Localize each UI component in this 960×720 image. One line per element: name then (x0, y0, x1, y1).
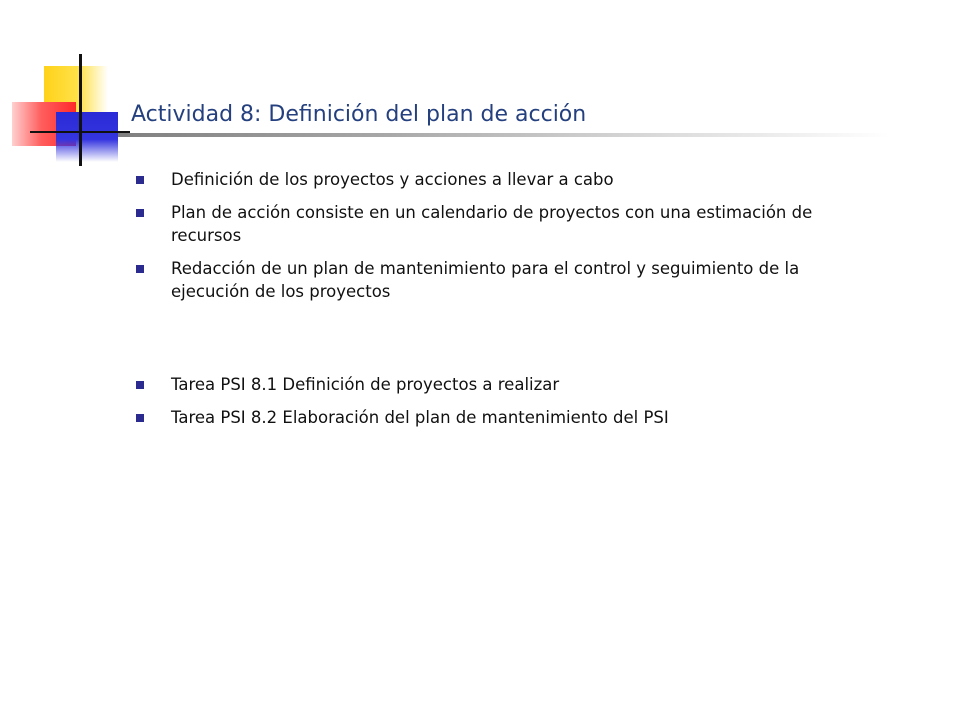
bullet-square-icon (136, 265, 144, 273)
logo-blue-square (56, 112, 118, 162)
bullet-text: Tarea PSI 8.1 Definición de proyectos a realizar (171, 375, 560, 394)
bullet-item (136, 168, 876, 191)
bullet-text: Definición de los proyectos y acciones a llevar a cabo (171, 170, 614, 189)
bullet-text: Tarea PSI 8.2 Elaboración del plan de mantenimiento del PSI (171, 408, 669, 427)
bullet-square-icon (136, 176, 144, 184)
bullet-text: Redacción de un plan de mantenimiento para el control y seguimiento de la ejecución de los proyectos (171, 259, 800, 301)
bullet-item (136, 406, 876, 429)
bullet-square-icon (136, 209, 144, 217)
bullet-item (136, 257, 876, 303)
logo-vertical-line (79, 54, 82, 166)
bullet-text: Plan de acción consiste en un calendario de proyectos con una estimación de recursos (171, 203, 813, 245)
logo-horizontal-line (30, 131, 130, 133)
slide-title: Actividad 8: Definición del plan de acción (131, 102, 587, 127)
bullet-square-icon (136, 414, 144, 422)
decorative-logo (0, 0, 140, 180)
bullet-item (136, 373, 876, 396)
title-underline (118, 133, 890, 137)
bullet-item (136, 201, 876, 247)
bullet-square-icon (136, 381, 144, 389)
